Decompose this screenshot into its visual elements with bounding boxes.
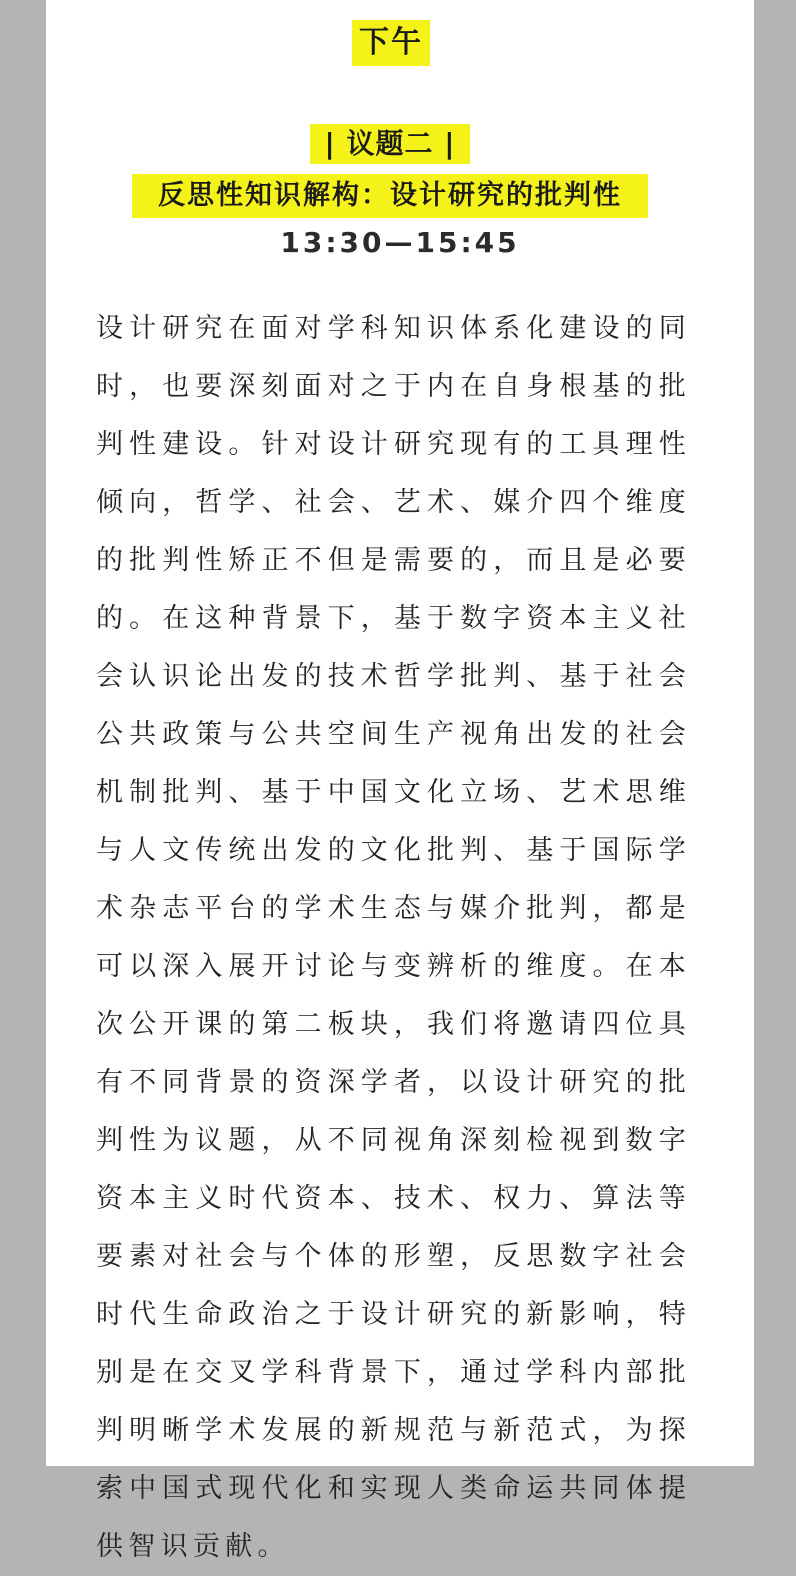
topic-number-label: | 议题二 | [310,124,470,164]
session-label: 下午 [352,20,430,66]
session-time: 13:30—15:45 [280,226,520,259]
topic-title: 反思性知识解构：设计研究的批判性 [132,174,648,218]
topic-description: 设计研究在面对学科知识体系化建设的同时，也要深刻面对之于内在自身根基的批判性建设。针对设计研究现有的工具理性倾向，哲学、社会、艺术、媒介四个维度的批判性矫正不但是需要的，而且是必要的。在这种背景下，基于数字资本主义社会认识论出发的技术哲学批判、基于社会公共政策与公共空间生产视角出发的社会机制批判、基于中国文化立场、艺术思维与人文传统出发的文化批判、基于国际学术杂志平台的学术生态与媒介批判，都是可以深入展开讨论与变辨析的维度。在本次公开课的第二板块，我们将邀请四位具有不同背景的资深学者，以设计研究的批判性为议题，从不同视角深刻检视到数字资本主义时代资本、技术、权力、算法等要素对社会与个体的形塑，反思数字社会时代生命政治之于设计研究的新影响，特别是在交叉学科背景下，通过学科内部批判明晰学术发展的新规范与新范式，为探索中国式现代化和实现人类命运共同体提供智识贡献。 [96,313,691,1562]
article-page [46,0,754,1562]
